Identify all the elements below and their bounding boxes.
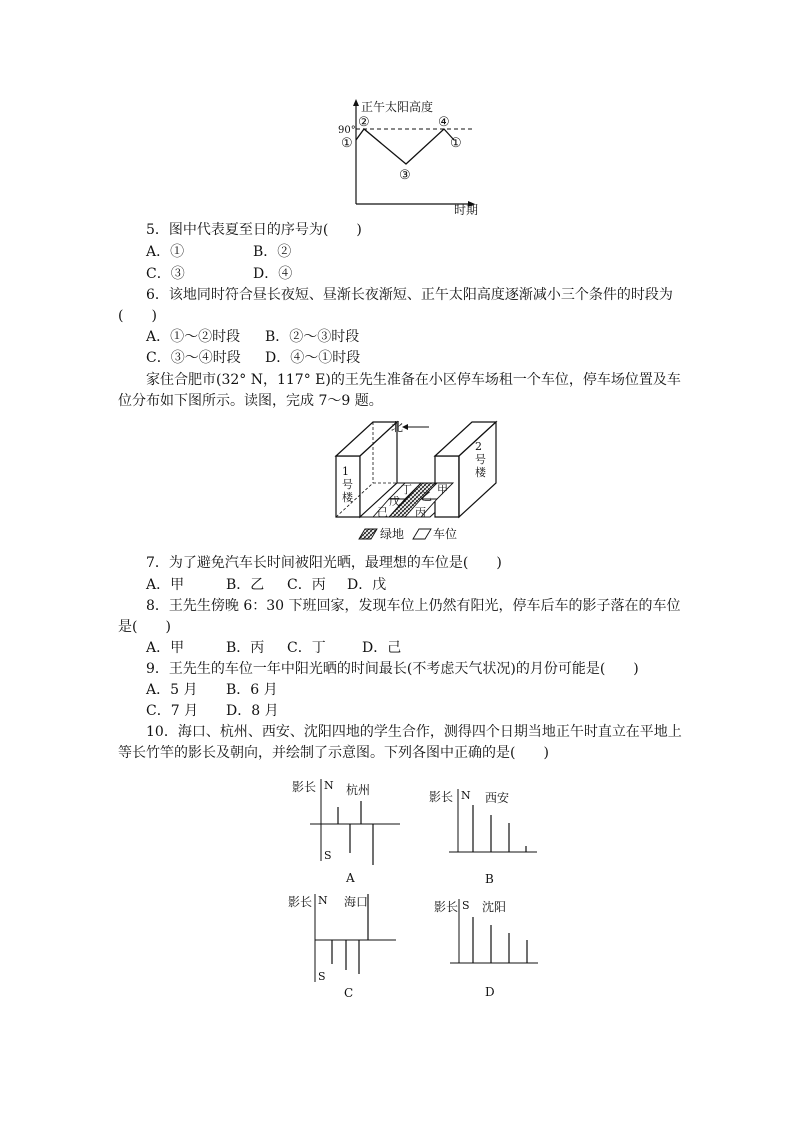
intro-line1: 家住合肥市(32° N，117° E)的王先生准备在小区停车场租一个车位，停车场位置及车: [146, 372, 681, 388]
question-6-stem-line2: ( ): [118, 308, 157, 324]
q8-option-c[interactable]: C．丁: [287, 640, 326, 656]
shadow-panel-b: [427, 785, 542, 890]
building-2-label-1: 2: [475, 440, 482, 453]
q6-option-a[interactable]: A．①～②时段: [146, 329, 241, 345]
question-8-stem-line1: 8．王先生傍晚 6：30 下班回家，发现车位上仍然有阳光，停车后车的影子落在的车位: [146, 598, 681, 614]
legend-green-swatch: [359, 529, 377, 539]
spot-label-ding: 丁: [401, 483, 412, 496]
panel-b-svg: [427, 785, 542, 890]
y-axis-arrow: [353, 99, 359, 106]
shadow-panel-d: [432, 895, 547, 1005]
q6-option-c[interactable]: C．③～④时段: [146, 350, 241, 366]
question-10-stem-line1: 10．海口、杭州、西安、沈阳四地的学生合作，测得四个日期当地正午时直立在平地上: [146, 724, 682, 740]
legend-green-label: 绿地: [380, 527, 405, 541]
panel-a-city: 杭州: [346, 783, 371, 797]
spot-label-yi: 乙: [421, 490, 432, 503]
question-6-stem-line1: 6．该地同时符合昼长夜短、昼渐长夜渐短、正午太阳高度逐渐减小三个条件的时段为: [146, 287, 673, 303]
panel-c-bottom: S: [318, 970, 326, 983]
panel-d-letter: D: [485, 985, 495, 999]
q5-option-d[interactable]: D．④: [253, 266, 293, 282]
building-1-label-2: 号: [342, 478, 353, 491]
question-5-stem: 5．图中代表夏至日的序号为( ): [146, 222, 362, 238]
spot-label-ji: 己: [377, 506, 388, 519]
panel-c-city: 海口: [344, 895, 369, 909]
panel-a-top: N: [324, 779, 334, 792]
legend-spot-label: 车位: [433, 527, 458, 541]
intro-line2: 位分布如下图所示。读图，完成 7～9 题。: [118, 393, 383, 409]
mark-1-left: ①: [341, 136, 353, 151]
parking-lot-figure: [325, 417, 510, 545]
panel-b-ylabel: 影长: [429, 790, 454, 804]
panel-d-ylabel: 影长: [434, 900, 459, 914]
panel-d-city: 沈阳: [482, 900, 507, 914]
panel-a-ylabel: 影长: [292, 780, 317, 794]
panel-a-letter: A: [346, 871, 355, 885]
panel-c-letter: C: [344, 986, 354, 1000]
altitude-curve: [356, 129, 454, 164]
panel-b-letter: B: [485, 872, 494, 886]
shadow-panel-a: [290, 775, 405, 890]
q8-option-d[interactable]: D．己: [362, 640, 402, 656]
building-1-label-1: 1: [342, 465, 349, 478]
q5-option-c[interactable]: C．③: [146, 266, 185, 282]
shadow-panel-c: [288, 890, 403, 1005]
panel-a-svg: [290, 775, 405, 890]
q5-option-a[interactable]: A．①: [146, 244, 185, 260]
building-2-label-3: 楼: [475, 466, 486, 479]
q7-option-b[interactable]: B．乙: [226, 577, 265, 593]
building-2-label-2: 号: [475, 453, 486, 466]
panel-a-bottom: S: [324, 849, 332, 862]
panel-c-ylabel: 影长: [288, 895, 313, 909]
spot-label-bing: 丙: [415, 506, 426, 519]
x-axis-label: 时期: [454, 203, 479, 217]
spot-label-jia: 甲: [437, 483, 448, 496]
legend-spot-swatch: [413, 529, 431, 539]
mark-3: ③: [399, 168, 411, 183]
q6-option-d[interactable]: D．④～①时段: [265, 350, 361, 366]
q8-option-a[interactable]: A．甲: [146, 640, 185, 656]
panel-c-svg: [288, 890, 403, 1005]
mark-1-right: ①: [450, 136, 462, 151]
question-7-stem: 7．为了避免汽车长时间被阳光晒，最理想的车位是( ): [146, 555, 502, 571]
panel-d-top: S: [462, 899, 470, 912]
mark-2: ②: [358, 115, 370, 130]
q8-option-b[interactable]: B．丙: [226, 640, 265, 656]
q5-option-b[interactable]: B．②: [253, 244, 292, 260]
q7-option-c[interactable]: C．丙: [287, 577, 326, 593]
solar-altitude-svg: [330, 96, 490, 218]
question-10-stem-line2: 等长竹竿的影长及朝向，并绘制了示意图。下列各图中正确的是( ): [118, 745, 549, 761]
mark-4: ④: [438, 115, 450, 130]
q7-option-d[interactable]: D．戊: [347, 577, 387, 593]
y-axis-label: 正午太阳高度: [361, 100, 434, 114]
q7-option-a[interactable]: A．甲: [146, 577, 185, 593]
north-label: 北: [391, 420, 404, 434]
panel-b-top: N: [461, 789, 471, 802]
question-9-stem: 9．王先生的车位一年中阳光晒的时间最长(不考虑天气状况)的月份可能是( ): [146, 661, 639, 677]
q9-option-d[interactable]: D．8 月: [226, 703, 279, 719]
panel-c-top: N: [318, 894, 328, 907]
ninety-tick-label: 90°: [338, 125, 356, 136]
parking-lot-svg: [325, 417, 510, 545]
panel-d-svg: [432, 895, 547, 1005]
building-1-label-3: 楼: [342, 491, 353, 504]
spot-label-wu: 戊: [389, 495, 400, 508]
q6-option-b[interactable]: B．②～③时段: [265, 329, 360, 345]
panel-b-city: 西安: [485, 791, 510, 805]
question-8-stem-line2: 是( ): [118, 619, 171, 635]
q9-option-a[interactable]: A．5 月: [146, 682, 198, 698]
solar-altitude-figure: [330, 96, 490, 218]
q9-option-c[interactable]: C．7 月: [146, 703, 199, 719]
q9-option-b[interactable]: B．6 月: [226, 682, 278, 698]
